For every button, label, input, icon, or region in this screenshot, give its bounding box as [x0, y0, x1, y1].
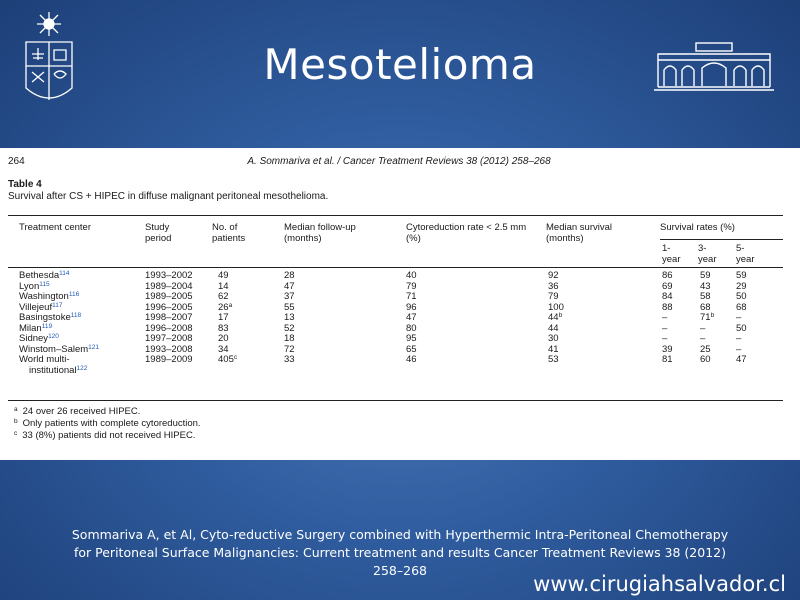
- cell-study-period: 1993–2002: [145, 270, 193, 281]
- cell-cytoreduction: 80: [406, 322, 417, 334]
- table-row: [0, 303, 800, 314]
- reference-number[interactable]: 120: [48, 333, 59, 340]
- cell-treatment-center: Lyon$^{115}$: [19, 280, 50, 292]
- header-treatment-center: Treatment center: [19, 222, 91, 233]
- cell-follow-up: 37: [284, 291, 295, 302]
- cell-treatment-center: Sidney$^{120}$: [19, 333, 59, 344]
- footnote-mark: c: [233, 354, 238, 361]
- cell-median-survival: 44: [548, 322, 559, 334]
- cell-cytoreduction: 96: [406, 301, 417, 313]
- cell-patients: 83: [218, 322, 229, 334]
- cell-cytoreduction: 46: [406, 354, 417, 365]
- cell-3-year: –: [700, 322, 706, 334]
- cell-3-year: –: [700, 333, 706, 344]
- reference-number[interactable]: 114: [59, 270, 70, 277]
- reference-number[interactable]: 115: [39, 280, 50, 288]
- cell-follow-up: 33: [284, 354, 295, 365]
- cell-median-survival: 92: [548, 270, 559, 281]
- cell-treatment-center: Milan$^{119}$: [19, 322, 53, 334]
- reference-number[interactable]: 119: [41, 322, 53, 330]
- cell-5-year: 47: [736, 354, 747, 365]
- table-label: Table 4: [8, 179, 42, 190]
- cell-study-period: 1989–2009: [145, 354, 193, 365]
- running-head: [8, 156, 790, 170]
- cell-median-survival: 53: [548, 354, 559, 365]
- footnote: $^a$ 24 over 26 received HIPEC.: [14, 406, 141, 417]
- cell-5-year: –: [736, 343, 742, 355]
- cell-study-period: 1996–2008: [145, 322, 193, 334]
- cell-follow-up: 47: [284, 280, 295, 292]
- cell-5-year: 29: [736, 280, 747, 292]
- reference-number[interactable]: 116: [68, 291, 80, 298]
- cell-treatment-center: Washington$^{116}$: [19, 291, 80, 302]
- cell-1-year: 69: [662, 280, 673, 292]
- cell-5-year: 68: [736, 301, 747, 313]
- table-bottom-rule: [8, 400, 783, 401]
- cell-patients: 49: [218, 270, 229, 281]
- table-body: [0, 271, 800, 376]
- journal-reference: A. Sommariva et al. / Cancer Treatment Reviews 38 (2012) 258–268: [247, 156, 551, 167]
- cell-patients: 20: [218, 333, 229, 344]
- cell-3-year: 43: [700, 280, 711, 292]
- cell-median-survival: 36: [548, 280, 559, 292]
- table-top-rule: [8, 215, 783, 216]
- cell-1-year: –: [662, 322, 668, 334]
- cell-1-year: 88: [662, 301, 673, 313]
- header-patients: No. of patients: [212, 222, 246, 244]
- cell-1-year: 39: [662, 343, 673, 355]
- cell-patients: 26$^a$: [218, 301, 233, 313]
- header-1-year: 1- year: [662, 243, 681, 265]
- cell-median-survival: 41: [548, 343, 559, 355]
- cell-cytoreduction: 65: [406, 343, 417, 355]
- cell-cytoreduction: 95: [406, 333, 417, 344]
- cell-follow-up: 18: [284, 333, 295, 344]
- cell-cytoreduction: 71: [406, 291, 417, 302]
- cell-treatment-center: Winstom–Salem$^{121}$: [19, 343, 100, 355]
- cell-median-survival: 79: [548, 291, 559, 302]
- footnote: $^b$ Only patients with complete cytoreduction.: [14, 418, 201, 429]
- table-row: [0, 271, 800, 282]
- cell-5-year: –: [736, 312, 742, 323]
- cell-study-period: 1989–2004: [145, 280, 193, 292]
- reference-number[interactable]: 121: [88, 343, 100, 351]
- cell-study-period: 1989–2005: [145, 291, 193, 302]
- cell-follow-up: 13: [284, 312, 295, 323]
- cell-5-year: –: [736, 333, 742, 344]
- cell-5-year: 50: [736, 291, 747, 302]
- cell-5-year: 59: [736, 270, 747, 281]
- table-row: [0, 324, 800, 335]
- cell-patients: 405$^c$: [218, 354, 238, 365]
- cell-1-year: –: [662, 312, 668, 323]
- footnote-mark: b: [710, 312, 715, 319]
- cell-3-year: 68: [700, 301, 711, 313]
- cell-median-survival: 44$^b$: [548, 312, 563, 323]
- reference-number[interactable]: 117: [52, 301, 63, 309]
- header-study-period: Study period: [145, 222, 172, 244]
- cell-treatment-center: World multi- institutional$^{122}$: [19, 354, 88, 376]
- table-caption: Survival after CS + HIPEC in diffuse malignant peritoneal mesothelioma.: [8, 191, 329, 202]
- cell-median-survival: 30: [548, 333, 559, 344]
- cell-study-period: 1997–2008: [145, 333, 193, 344]
- header-3-year: 3- year: [698, 243, 717, 265]
- table-header-rule: [8, 267, 783, 268]
- cell-patients: 62: [218, 291, 229, 302]
- cell-follow-up: 55: [284, 301, 295, 313]
- table-row: [0, 313, 800, 324]
- cell-follow-up: 52: [284, 322, 295, 334]
- table-row: [0, 292, 800, 303]
- header-survival-rates: Survival rates (%): [660, 222, 735, 233]
- cell-patients: 14: [218, 280, 229, 292]
- header-follow-up: Median follow-up (months): [284, 222, 356, 244]
- header-5-year: 5- year: [736, 243, 755, 265]
- header-cytoreduction: Cytoreduction rate < 2.5 mm (%): [406, 222, 527, 244]
- cell-5-year: 50: [736, 322, 747, 334]
- citation-line-1: Sommariva A, et Al, Cyto-reductive Surgery combined with Hyperthermic Intra-Peritoneal Chemotherapy: [71, 527, 729, 542]
- citation-line-2: for Peritoneal Surface Malignancies: Current treatment and results Cancer Treatment Reviews 38 (2012): [73, 545, 726, 560]
- survival-rates-rule: [660, 239, 783, 240]
- citation-line-3: 258–268: [373, 563, 427, 578]
- reference-number[interactable]: 122: [76, 364, 88, 372]
- cell-treatment-center: Villejeuf$^{117}$: [19, 301, 63, 313]
- header-median-survival: Median survival (months): [546, 222, 612, 244]
- cell-3-year: 58: [700, 291, 711, 302]
- slide-title: Mesotelioma: [263, 40, 537, 89]
- cell-1-year: 86: [662, 270, 673, 281]
- cell-study-period: 1993–2008: [145, 343, 193, 355]
- cell-1-year: 84: [662, 291, 673, 302]
- cell-cytoreduction: 40: [406, 270, 417, 281]
- table-row: [0, 345, 800, 356]
- journal-table-excerpt: [0, 148, 800, 460]
- footnote-mark: a: [228, 301, 233, 309]
- cell-1-year: 81: [662, 354, 673, 365]
- table-row: [0, 334, 800, 345]
- table-row: [0, 355, 800, 376]
- cell-median-survival: 100: [548, 301, 564, 313]
- cell-patients: 17: [218, 312, 229, 323]
- cell-treatment-center: Basingstoke$^{118}$: [19, 312, 82, 323]
- cell-1-year: –: [662, 333, 668, 344]
- footnote-mark: b: [558, 312, 563, 319]
- website-link[interactable]: www.cirugiahsalvador.cl: [533, 572, 786, 596]
- cell-3-year: 71$^b$: [700, 312, 715, 323]
- cell-cytoreduction: 47: [406, 312, 417, 323]
- cell-cytoreduction: 79: [406, 280, 417, 292]
- cell-3-year: 59: [700, 270, 711, 281]
- table-row: [0, 282, 800, 293]
- cell-follow-up: 28: [284, 270, 295, 281]
- cell-patients: 34: [218, 343, 229, 355]
- reference-number[interactable]: 118: [70, 312, 82, 319]
- cell-treatment-center: Bethesda$^{114}$: [19, 270, 70, 281]
- footnote: $^c$ 33 (8%) patients did not received HIPEC.: [14, 430, 196, 441]
- cell-3-year: 25: [700, 343, 711, 355]
- page-number: 264: [8, 156, 25, 167]
- cell-study-period: 1998–2007: [145, 312, 193, 323]
- cell-study-period: 1996–2005: [145, 301, 193, 313]
- table-footnotes: [14, 406, 201, 442]
- cell-follow-up: 72: [284, 343, 295, 355]
- cell-3-year: 60: [700, 354, 711, 365]
